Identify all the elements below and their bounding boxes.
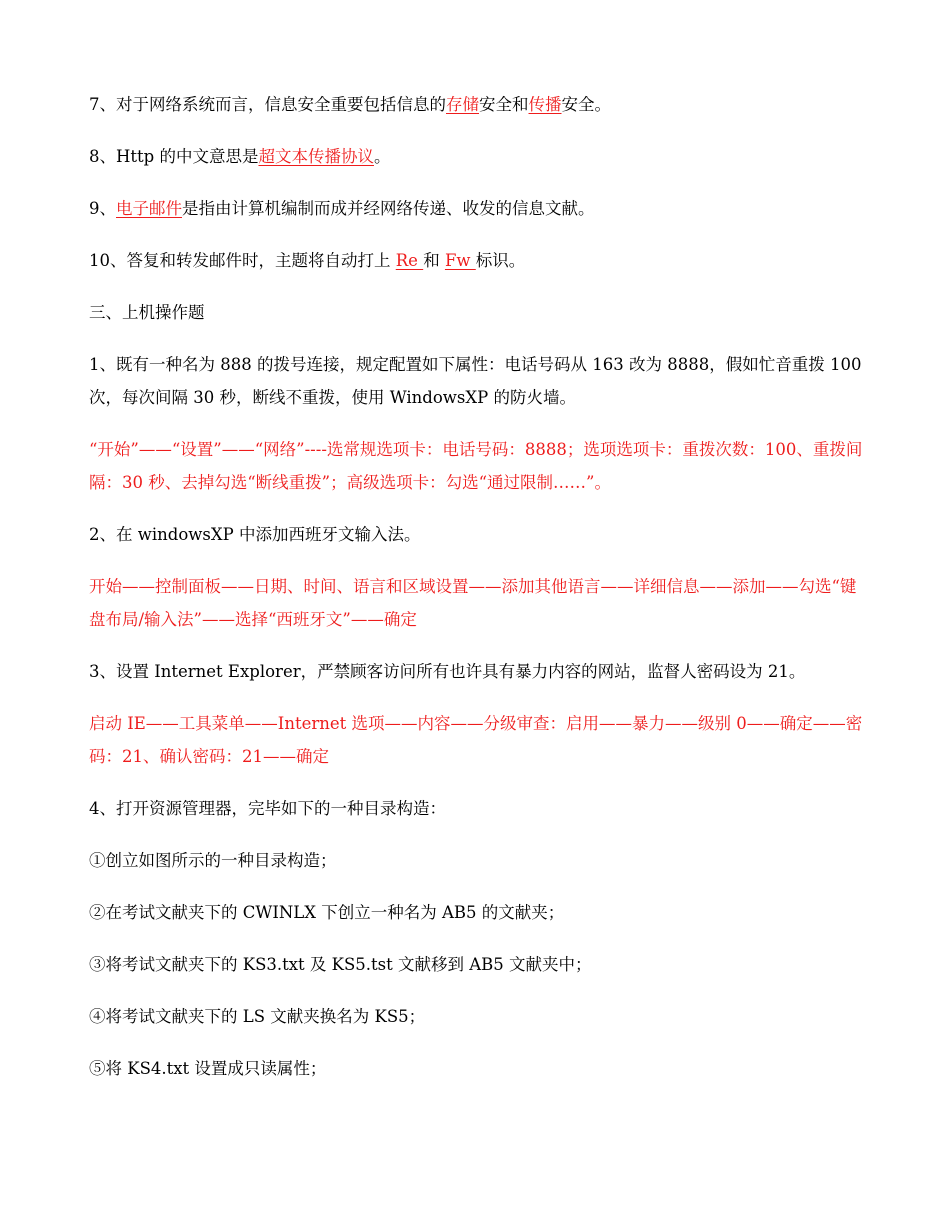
question-2: 2、在 windowsXP 中添加西班牙文输入法。: [89, 525, 421, 544]
question-1: 1、既有一种名为 888 的拨号连接，规定配置如下属性：电话号码从 163 改为 8888，假如忙音重拨 100 次，每次间隔 30 秒，断线不重拨，使用 WindowsXP 的防火墙。: [89, 355, 862, 407]
question-text: 8、Http 的中文意思是: [89, 147, 259, 166]
question-text: 9、: [89, 199, 116, 218]
step-5: ⑤将 KS4.txt 设置成只读属性；: [89, 1059, 327, 1078]
question-text: 7、对于网络系统而言，信息安全重要包括信息的: [89, 95, 446, 114]
fill-question-q9: [89, 192, 870, 225]
answer-blank: Fw: [444, 251, 476, 270]
question-text: 标识。: [475, 251, 526, 270]
question-text: 安全和: [479, 95, 529, 114]
answer-blank: 存储: [446, 95, 479, 114]
answer-blank: 电子邮件: [116, 199, 182, 218]
step-1: ①创立如图所示的一种目录构造；: [89, 851, 337, 870]
question-text: 和: [423, 251, 445, 270]
answer-2: 开始——控制面板——日期、时间、语言和区域设置——添加其他语言——详细信息——添加——勾选“键盘布局/输入法”——选择“西班牙文”——确定: [89, 577, 857, 629]
fill-question-q7: [89, 88, 870, 121]
question-text: 。: [373, 147, 391, 166]
answer-blank: Re: [395, 251, 424, 270]
fill-question-q8: [89, 140, 870, 173]
answer-3: 启动 IE——工具菜单——Internet 选项——内容——分级审查：启用——暴力——级别 0——确定——密码：21、确认密码：21——确定: [89, 714, 863, 766]
answer-blank: 传播: [528, 95, 562, 114]
section-heading: 三、上机操作题: [89, 303, 205, 322]
step-2: ②在考试文献夹下的 CWINLX 下创立一种名为 AB5 的文献夹；: [89, 903, 565, 922]
step-4: ④将考试文献夹下的 LS 文献夹换名为 KS5；: [89, 1007, 426, 1026]
question-4: 4、打开资源管理器，完毕如下的一种目录构造：: [89, 799, 446, 818]
answer-1: “开始”——“设置”——“网络”----选常规选项卡：电话号码：8888；选项选项卡：重拨次数：100、重拨间隔：30 秒、去掉勾选“断线重拨”；高级选项卡：勾选“通过限制……”。: [89, 440, 863, 492]
question-text: 10、答复和转发邮件时，主题将自动打上: [89, 251, 396, 270]
question-text: 是指由计算机编制而成并经网络传递、收发的信息文献。: [182, 199, 595, 218]
answer-blank: 超文本传播协议: [258, 147, 374, 166]
fill-question-q10: [89, 244, 870, 277]
question-text: 安全。: [561, 95, 611, 114]
question-3: 3、设置 Internet Explorer，严禁顾客访问所有也许具有暴力内容的网站，监督人密码设为 21。: [89, 662, 806, 681]
step-3: ③将考试文献夹下的 KS3.txt 及 KS5.tst 文献移到 AB5 文献夹中；: [89, 955, 592, 974]
fill-in-answers: [89, 88, 870, 277]
